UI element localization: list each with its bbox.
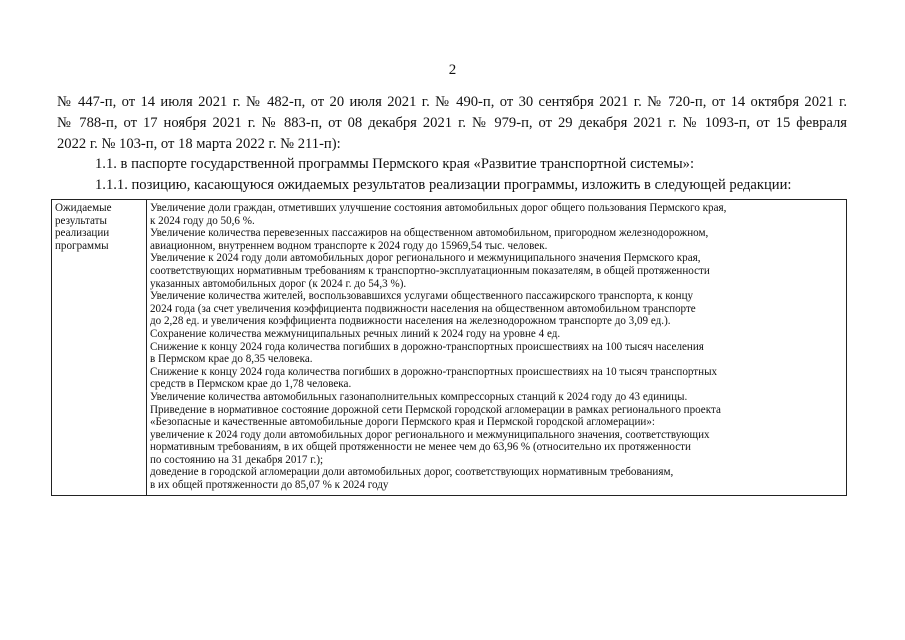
table-line: к 2024 году до 50,6 %. (150, 214, 255, 227)
table-line: Приведение в нормативное состояние дорожной сети Пермской городской агломерации в рамках регионального проекта (150, 403, 721, 416)
table-line: «Безопасные и качественные автомобильные дороги Пермского края и Пермской городской агломерации»: (150, 416, 655, 429)
table-line: Увеличение к 2024 году доли автомобильных дорог регионального и межмуниципального значения Пермского края, (150, 252, 701, 265)
table-content-cell (147, 200, 847, 496)
table-line: доведение в городской агломерации доли автомобильных дорог, соответствующих нормативным требованиям, (150, 466, 674, 479)
table-line: указанных автомобильных дорог (к 2024 г. до 54,3 %). (150, 277, 407, 290)
table-line: Сохранение количества межмуниципальных речных линий к 2024 году на уровне 4 ед. (150, 327, 561, 340)
table-line: до 2,28 ед. и увеличения коэффициента подвижности населения на железнодорожном транспорте до 3,09 ед.). (150, 315, 671, 328)
page-number: 2 (448, 62, 457, 78)
table-line: в их общей протяженности до 85,07 % к 2024 году (150, 479, 389, 492)
table-line: Увеличение количества автомобильных газонаполнительных компрессорных станций к 2024 году до 43 единицы. (150, 390, 688, 403)
intro-line-2: № 788-п, от 17 ноября 2021 г. № 883-п, от 08 декабря 2021 г. № 979-п, от 29 декабря 2021 г. № 1093-п, от 15 февраля (57, 115, 847, 131)
table-line: увеличение к 2024 году доли автомобильных дорог регионального и межмуниципального значения, соответствующих (150, 428, 710, 441)
item-1-1: 1.1. в паспорте государственной программы Пермского края «Развитие транспортной системы»: (95, 156, 694, 172)
table-line: авиационном, внутреннем водном транспорте к 2024 году до 15969,54 тыс. человек. (150, 239, 548, 252)
table-label: Ожидаемые результаты реализации программы (55, 202, 112, 252)
table-line: Снижение к концу 2024 года количества погибших в дорожно-транспортных происшествиях на 100 тысяч населения (150, 340, 704, 353)
table-line: в Пермском крае до 8,35 человека. (150, 353, 313, 366)
table-line: Увеличение доли граждан, отметивших улучшение состояния автомобильных дорог общего пользования Пермского края, (150, 202, 727, 214)
intro-line-1: № 447-п, от 14 июля 2021 г. № 482-п, от 20 июля 2021 г. № 490-п, от 30 сентября 2021 г. № 720-п, от 14 октября 2021 г. (57, 94, 847, 110)
table-row (52, 200, 847, 496)
table-line: соответствующих нормативным требованиям к транспортно-эксплуатационным показателям, в общей протяженности (150, 264, 710, 277)
table-line: Увеличение количества жителей, воспользовавшихся услугами общественного пассажирского транспорта, к концу (150, 290, 694, 303)
table-line: нормативным требованиям, в их общей протяженности не менее чем до 63,96 % (относительно их протяженности (150, 441, 691, 454)
intro-line-3: 2022 г. № 103-п, от 18 марта 2022 г. № 211-п): (57, 136, 341, 152)
table-line: 2024 года (за счет увеличения коэффициента подвижности населения на общественном автомобильном транспорте (150, 302, 696, 315)
item-1-1-1: 1.1.1. позицию, касающуюся ожидаемых результатов реализации программы, изложить в следующей редакции: (95, 177, 792, 193)
table-line: по состоянию на 31 декабря 2017 г.); (150, 453, 324, 466)
table-line: Увеличение количества перевезенных пассажиров на общественном автомобильном, пригородном железнодорожном, (150, 227, 709, 240)
table-label-cell (52, 200, 147, 496)
table-line: Снижение к концу 2024 года количества погибших в дорожно-транспортных происшествиях на 10 тысяч транспортных (150, 365, 718, 378)
expected-results-table (51, 199, 847, 496)
table-line: средств в Пермском крае до 1,78 человека. (150, 378, 352, 391)
